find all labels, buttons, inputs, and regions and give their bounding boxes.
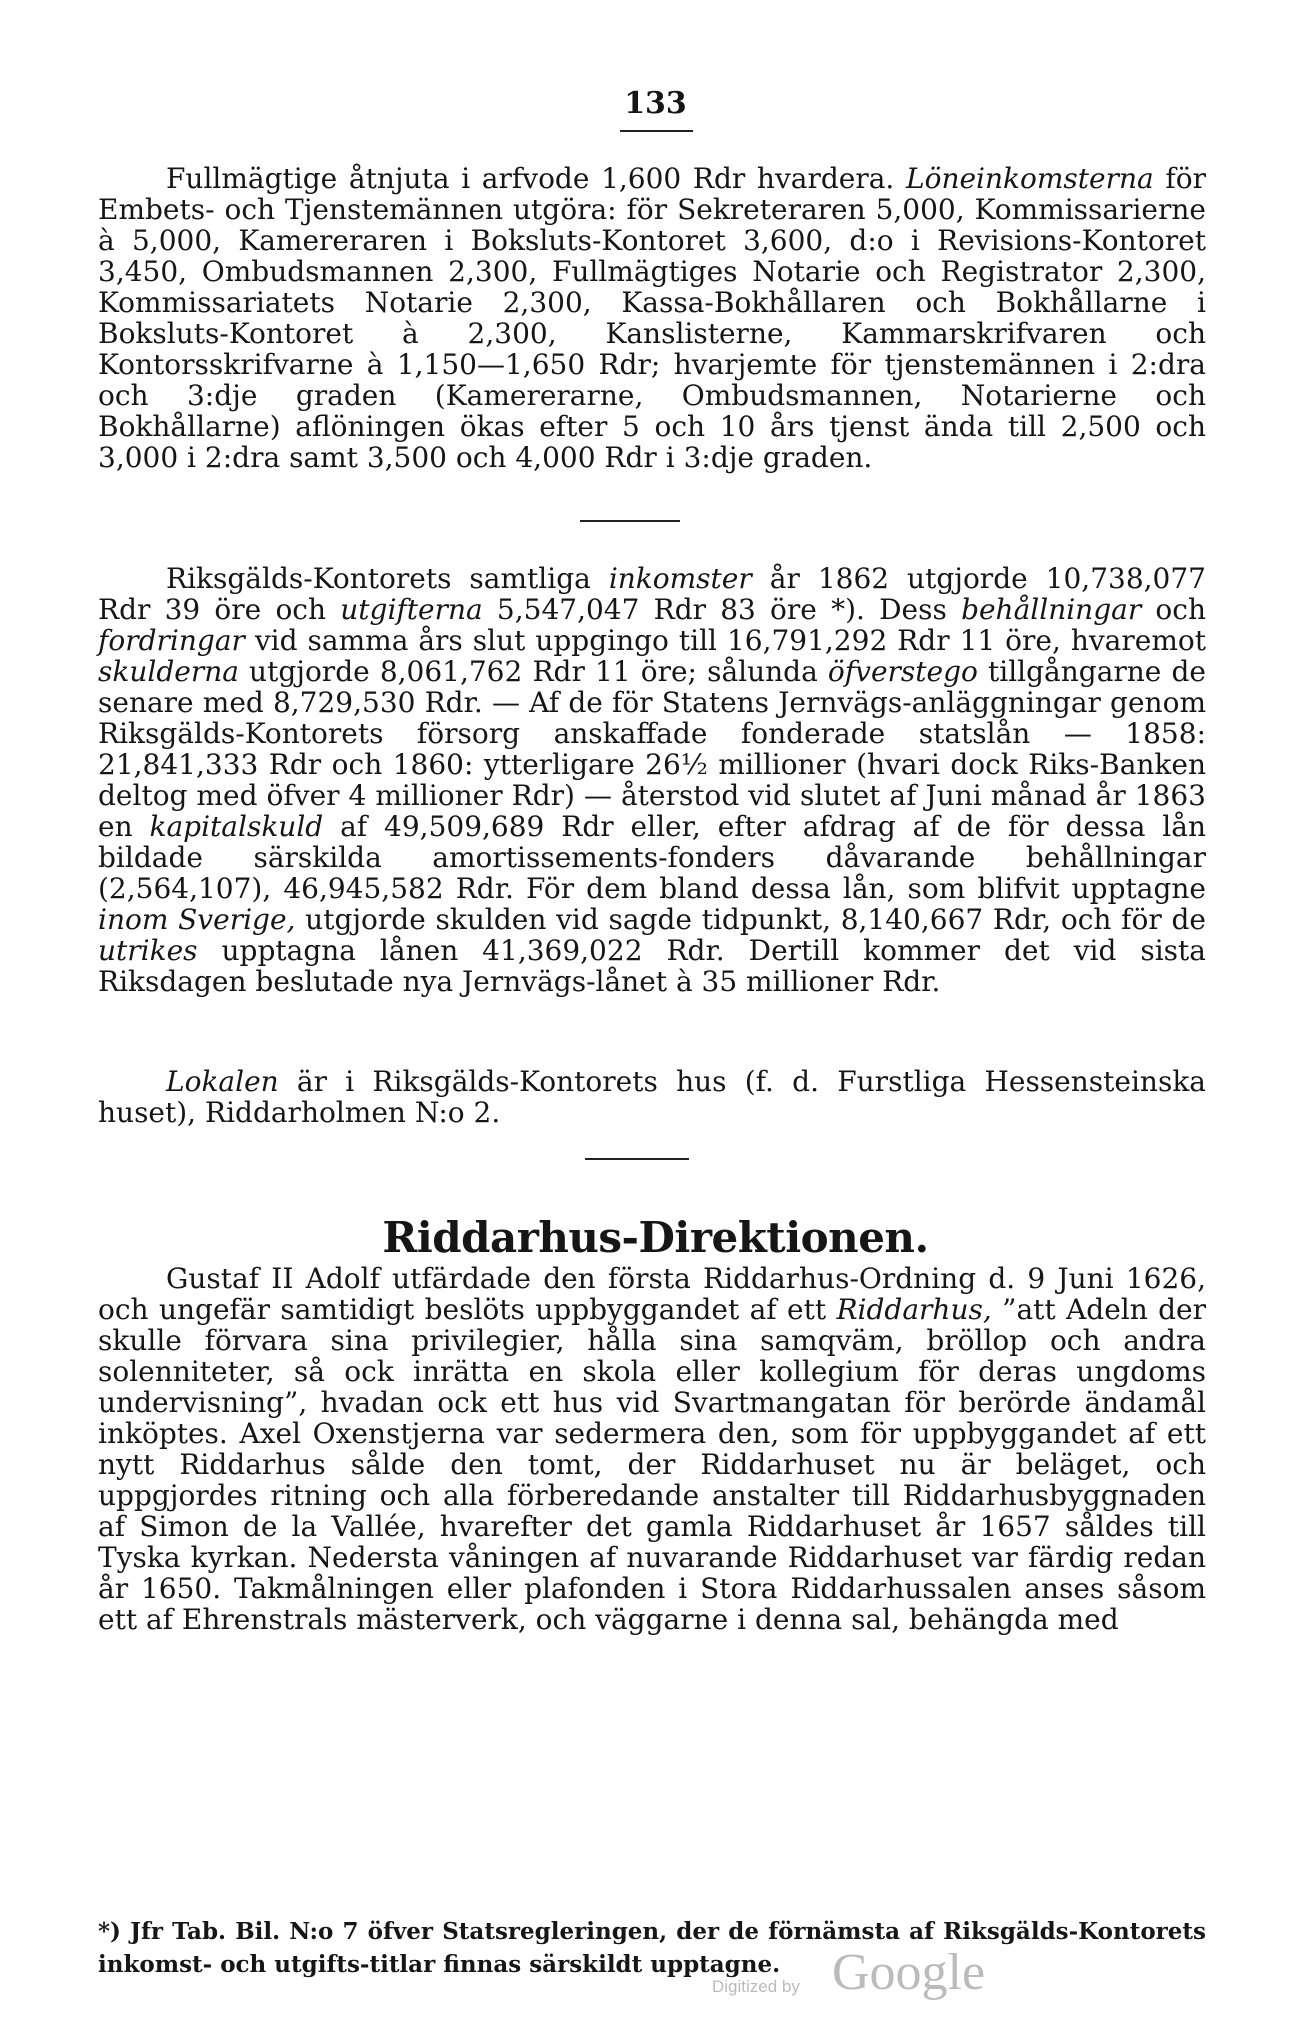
page-number-rule (620, 130, 693, 132)
section-heading: Riddarhus-Direktionen. (382, 1213, 929, 1262)
italic-term: skulderna (98, 655, 239, 688)
italic-term: behållningar (961, 593, 1142, 626)
italic-term: inkomster (608, 562, 752, 595)
text-run: och (1141, 593, 1206, 626)
italic-term: fordringar (98, 624, 245, 657)
digitized-by-google-watermark (712, 1935, 992, 2005)
italic-term: öfverstego (827, 655, 978, 688)
italic-term: inom Sverige, (98, 903, 296, 936)
text-run: 5,547,047 Rdr 83 öre *). Dess (482, 593, 962, 626)
text-run: utgjorde 8,061,762 Rdr 11 öre; sålunda (238, 655, 828, 688)
text-run: upptagna lånen 41,369,022 Rdr. Dertill kommer det vid sista Riksdagen beslutade nya Jernvägs-lånet à 35 millioner Rdr. (98, 934, 1206, 998)
italic-term: utrikes (98, 934, 198, 967)
text-run: för Embets- och Tjenstemännen utgöra: för Sekreteraren 5,000, Kommissarierne à 5,000, Kamereraren i Boksluts-Kontoret 3,600, d:o i Revisions-Kontoret 3,450, Ombudsmannen 2,300, Fullmägtiges Notarie och Registrator 2,300, Kommissariatets Notarie 2,300, Kassa-Bokhållaren och Bokhållarne i Boksluts-Kontoret à 2,300, Kanslisterne, Kammarskrifvaren och Kontorsskrifvarne à 1,150—1,650 Rdr; hvarjemte för tjenstemännen i 2:dra och 3:dje graden (Kamererarne, Ombudsmannen, Notarierne och Bokhållarne) aflöningen ökas efter 5 och 10 års tjenst ända till 2,500 och 3,000 i 2:dra samt 3,500 och 4,000 Rdr i 3:dje graden. (98, 162, 1206, 474)
italic-term: kapitalskuld (149, 810, 324, 843)
paragraph-finances (98, 563, 1206, 997)
separator-rule (585, 1158, 689, 1160)
text-run: år 1862 utgjorde 10,738,077 Rdr 39 öre och (98, 562, 1206, 626)
paragraph-salaries (98, 163, 1206, 473)
separator-rule (580, 520, 680, 522)
text-run: af 49,509,689 Rdr eller, efter afdrag af de för dessa lån bildade särskilda amortissements-fonders dåvarande behållningar (2,564,107), 46,945,582 Rdr. För dem bland dessa lån, som blifvit upptagne (98, 810, 1206, 905)
page-number: 133 (624, 86, 687, 121)
watermark-small-text: Digitized by (712, 1977, 800, 1996)
text-run: Riksgälds-Kontorets samtliga (166, 562, 609, 595)
italic-term: Löneinkomsterna (906, 162, 1154, 195)
text-run: är i Riksgälds-Kontorets hus (f. d. Furstliga Hessensteinska huset), Riddarholmen N:o 2. (98, 1065, 1206, 1129)
watermark-logo-text: Google (832, 1944, 986, 2001)
text-run: vid samma års slut uppgingo till 16,791,292 Rdr 11 öre, hvaremot (244, 624, 1206, 657)
paragraph-location (98, 1066, 1206, 1128)
text-run: Fullmägtige åtnjuta i arfvode 1,600 Rdr hvardera. (166, 162, 906, 195)
text-run: Gustaf II Adolf utfärdade den första Riddarhus-Ordning d. 9 Juni 1626, och ungefär samtidigt beslöts uppbyggandet af ett (98, 1262, 1206, 1326)
footnote: *) Jfr Tab. Bil. N:o 7 öfver Statsregleringen, der de förnämsta af Riksgälds-Kontorets inkomst- och utgifts-titlar finnas särskildt upptagne. (98, 1918, 1206, 1978)
text-run: ”att Adeln der skulle förvara sina privilegier, hålla sina samqväm, bröllop och andra solenniteter, så ock inrätta en skola eller kollegium för deras ungdoms undervisning”, hvadan ock ett hus vid Svartmangatan för berörde ändamål inköptes. Axel Oxenstjerna var sedermera den, som för uppbyggandet af ett nytt Riddarhus sålde den tomt, der Riddarhuset nu är beläget, och uppgjordes ritning och alla förberedande anstalter till Riddarhusbyggnaden af Simon de la Vallée, hvarefter det gamla Riddarhuset år 1657 såldes till Tyska kyrkan. Nedersta våningen af nuvarande Riddarhuset var färdig redan år 1650. Takmålningen eller plafonden i Stora Riddarhussalen anses såsom ett af Ehrenstrals mästerverk, och väggarne i denna sal, behängda med (98, 1293, 1207, 1636)
paragraph-riddarhus (98, 1263, 1206, 1635)
text-run: tillgångarne de senare med 8,729,530 Rdr. — Af de för Statens Jernvägs-anläggningar genom Riksgälds-Kontorets försorg anskaffade fonderade statslån — 1858: 21,841,333 Rdr och 1860: ytterligare 26½ millioner (hvari dock Riks-Banken deltog med öfver 4 millioner Rdr) — återstod vid slutet af Juni månad år 1863 en (98, 655, 1206, 843)
italic-term: Riddarhus, (836, 1293, 992, 1326)
text-run: utgjorde skulden vid sagde tidpunkt, 8,140,667 Rdr, och för de (295, 903, 1206, 936)
italic-term: utgifterna (340, 593, 483, 626)
italic-term: Lokalen (166, 1065, 279, 1098)
